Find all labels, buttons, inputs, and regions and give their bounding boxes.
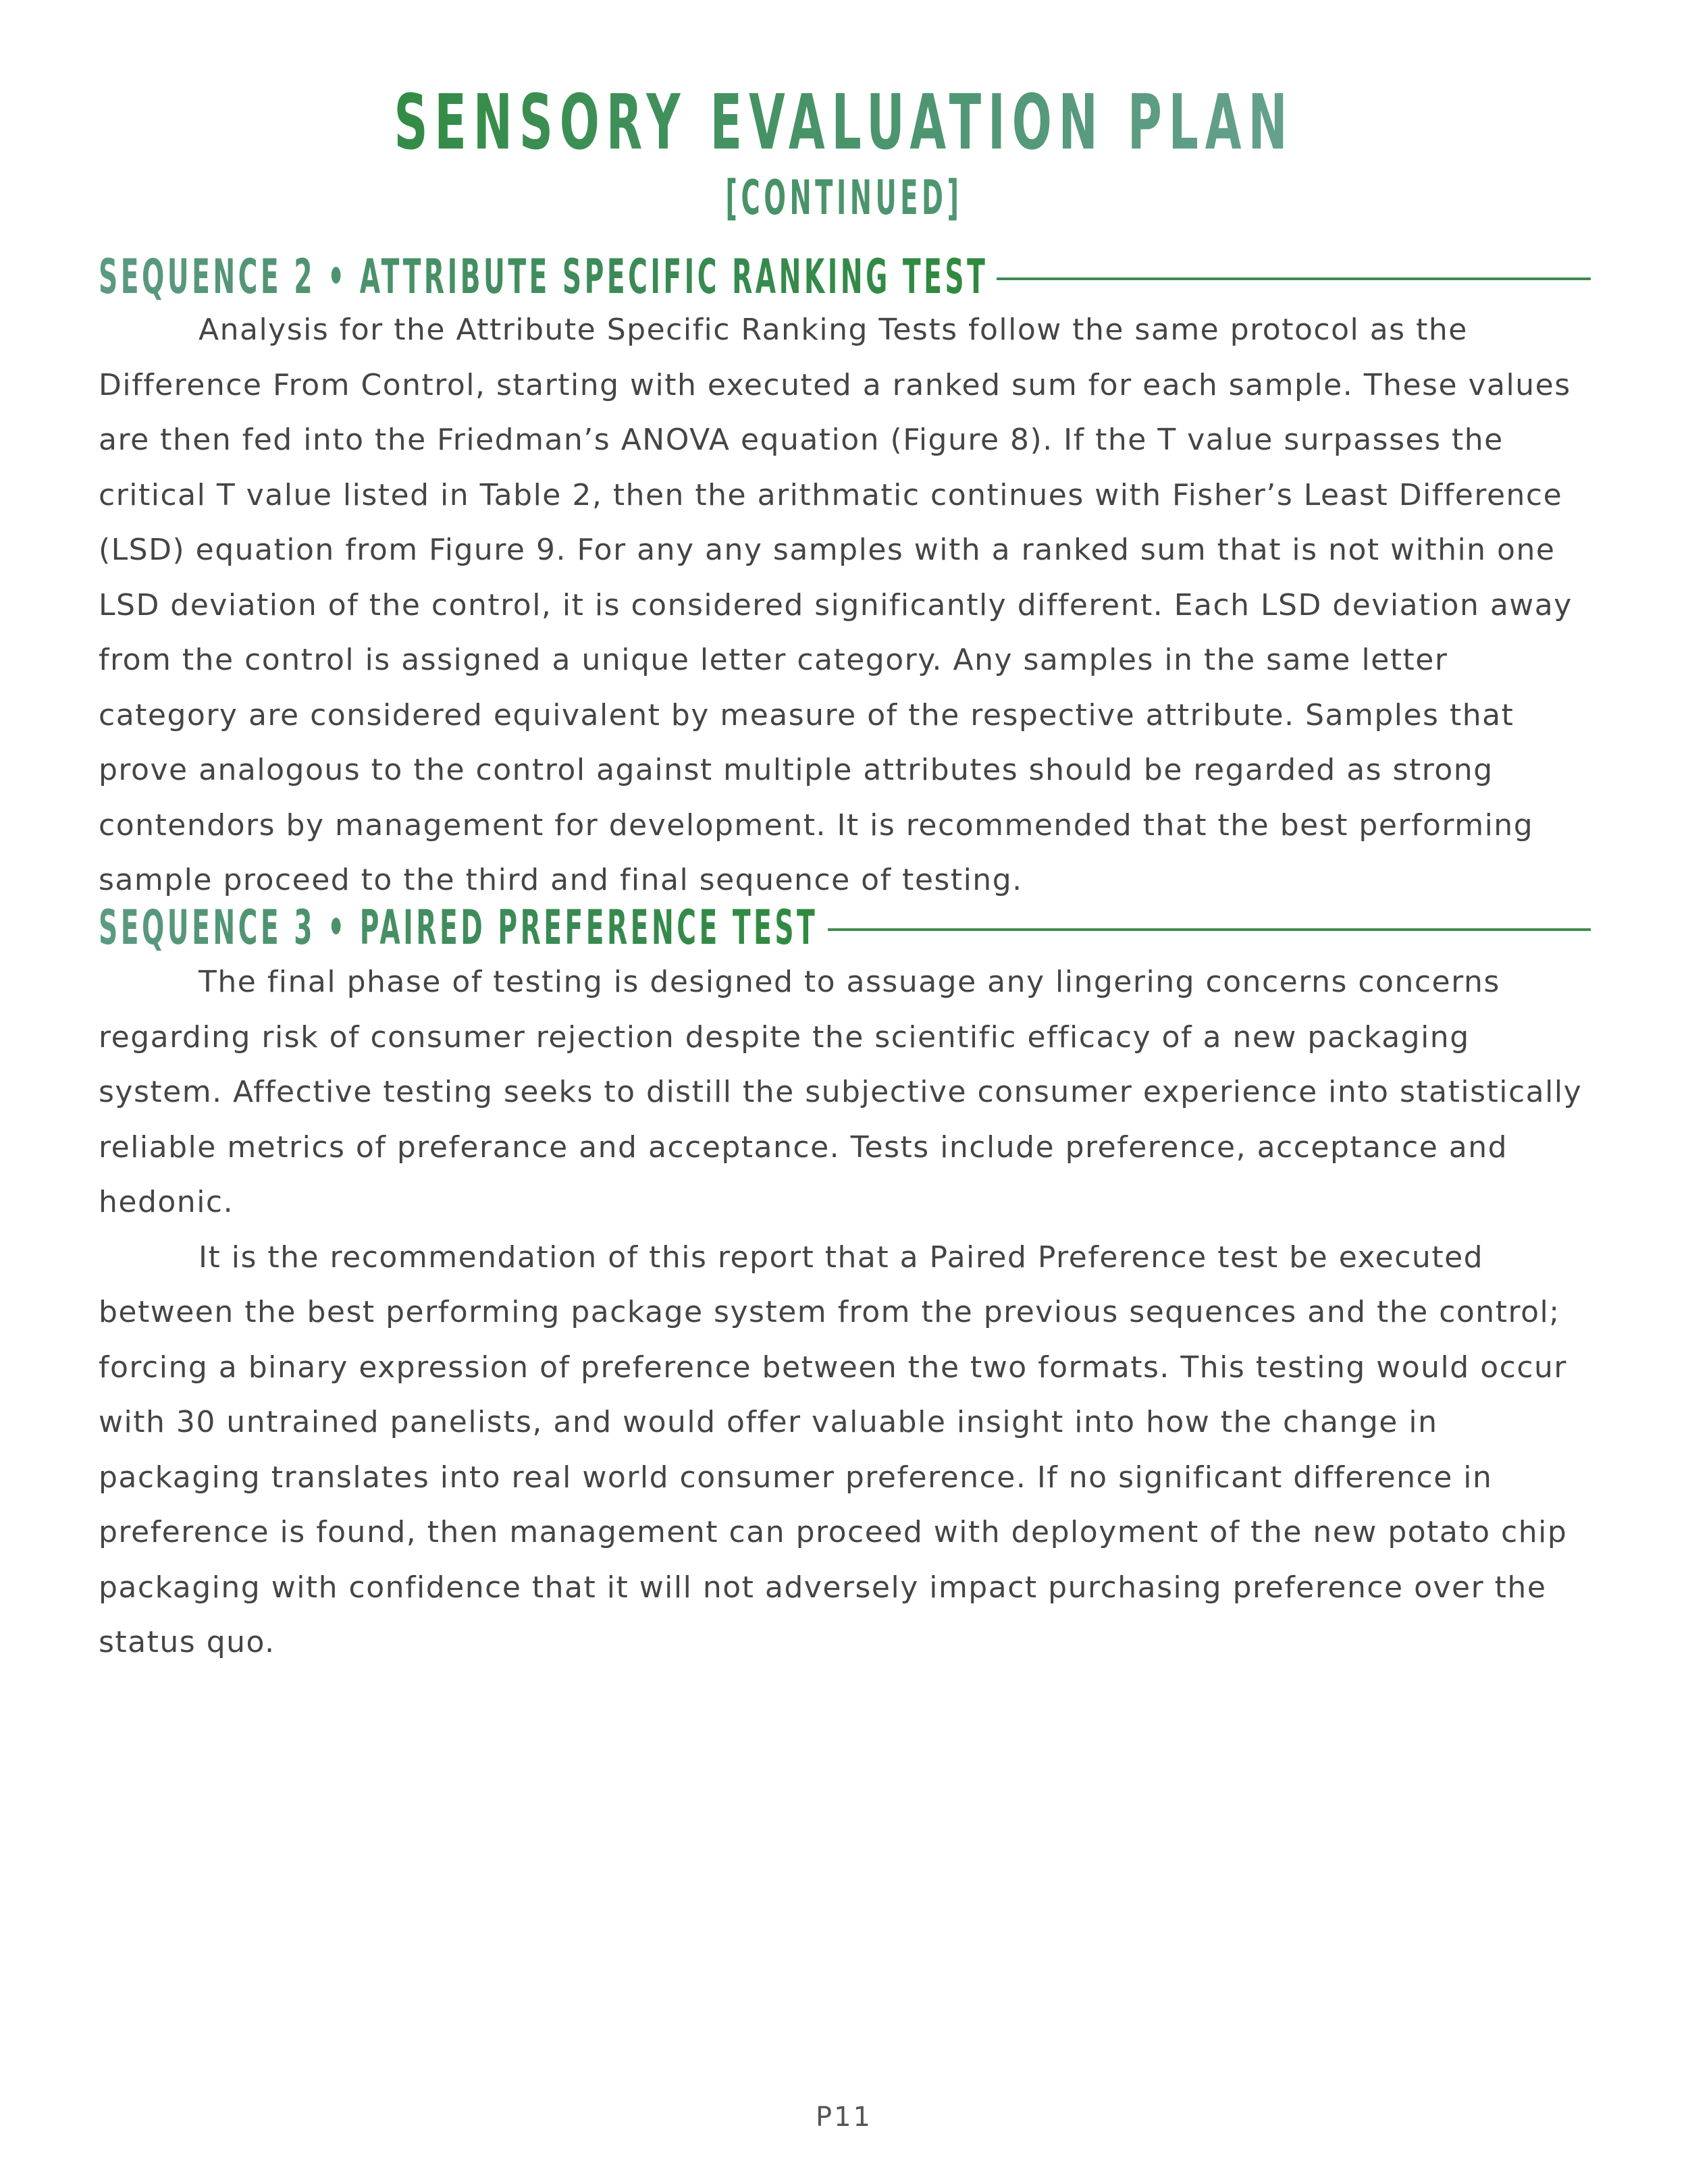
section-heading-sequence-2 [99,250,1591,304]
body-paragraph: The final phase of testing is designed to assuage any lingering concerns concerns regarding risk of consumer rejection despite the scientific efficacy of a new packaging system. Affective testing seeks to distill the subjective consumer experience into statistically reliable metrics of preferance and acceptance. Tests include preference, acceptance and hedonic. [99,965,1583,1219]
section-heading-text: SEQUENCE 3 • PAIRED PREFERENCE TEST [99,900,818,955]
body-paragraph: It is the recommendation of this report that a Paired Preference test be executed between the best performing package system from the previous sequences and the control; forcing a binary expression of preference between the two formats. This testing would occur with 30 untrained panelists, and would offer valuable insight into how the change in packaging translates into real world consumer preference. If no significant difference in preference is found, then management can proceed with deployment of the new potato chip packaging with confidence that it will not adversely impact purchasing preference over the status quo. [99,1240,1568,1659]
heading-divider-line [828,928,1591,931]
page-subtitle: [CONTINUED] [380,171,1309,224]
section-heading-sequence-3 [99,901,1591,955]
page-title: SENSORY EVALUATION PLAN [321,81,1367,165]
page-number: P11 [815,2102,873,2133]
section-body-sequence-2 [99,302,1591,908]
heading-divider-line [997,277,1591,280]
section-body-sequence-3 [99,955,1591,1670]
section-heading-text: SEQUENCE 2 • ATTRIBUTE SPECIFIC RANKING TEST [99,249,988,304]
body-paragraph: Analysis for the Attribute Specific Ranking Tests follow the same protocol as the Difference From Control, starting with executed a ranked sum for each sample. These values are then fed into the Friedman’s ANOVA equation (Figure 8). If the T value surpasses the critical T value listed in Table 2, then the arithmatic continues with Fisher’s Least Difference (LSD) equation from Figure 9. For any any samples with a ranked sum that is not within one LSD deviation of the control, it is considered significantly different. Each LSD deviation away from the control is assigned a unique letter category. Any samples in the same letter category are considered equivalent by measure of the respective attribute. Samples that prove analogous to the control against multiple attributes should be regarded as strong contendors by management for development. It is recommended that the best performing sample proceed to the third and final sequence of testing. [99,313,1573,897]
